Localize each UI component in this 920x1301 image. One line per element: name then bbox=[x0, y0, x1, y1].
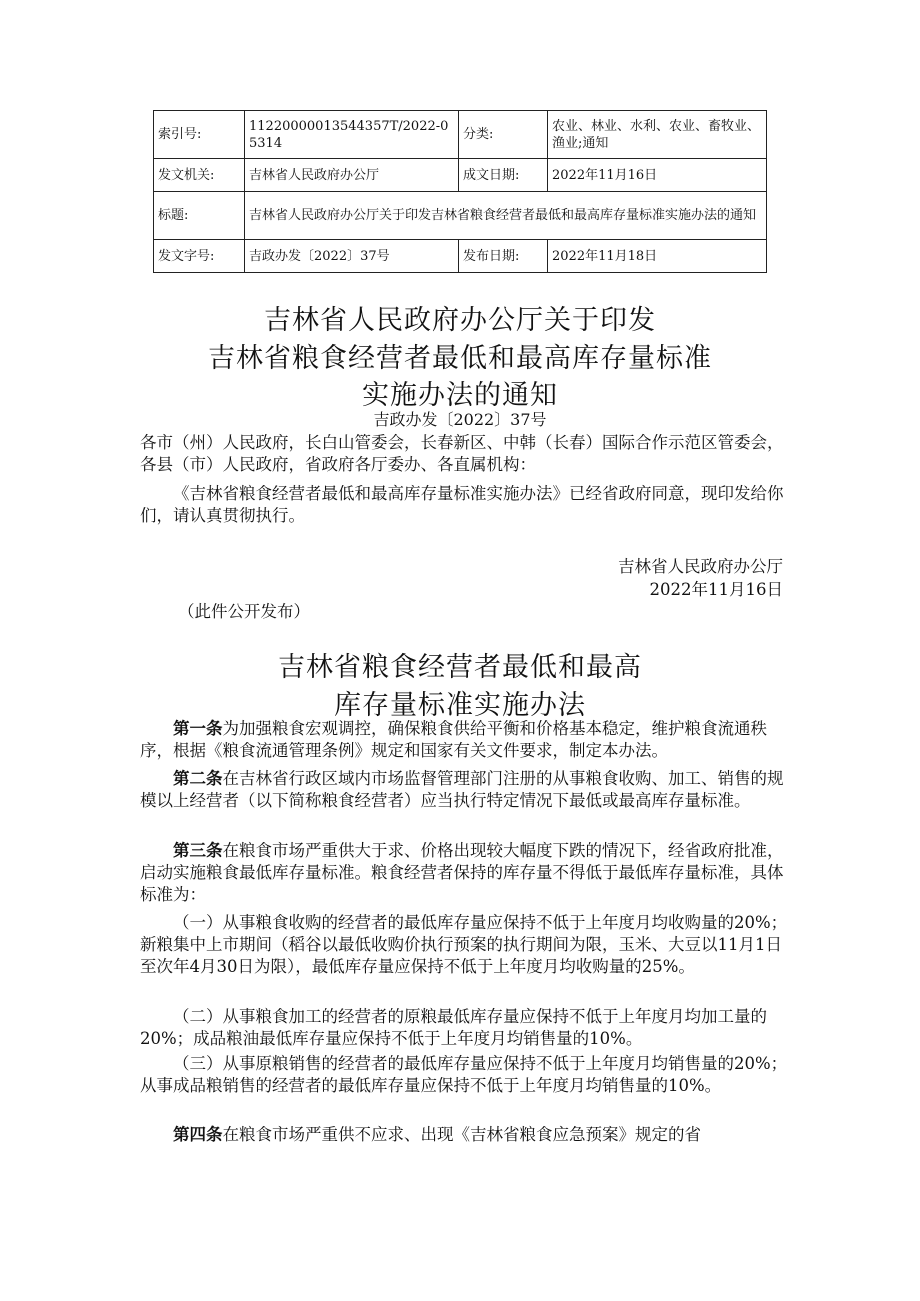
article-3-item-3: （三）从事原粮销售的经营者的最低库存量应保持不低于上年度月均销售量的20%；从事成品粮销售的经营者的最低库存量应保持不低于上年度月均销售量的10%。 bbox=[140, 1054, 788, 1095]
notice-title-line-3: 实施办法的通知 bbox=[362, 380, 558, 411]
publish-date-label: 发布日期: bbox=[459, 240, 548, 273]
article-3-item-1: （一）从事粮食收购的经营者的最低库存量应保持不低于上年度月均收购量的20%；新粮集中上市期间（稻谷以最低收购价执行预案的执行期间为限，玉米、大豆以11月1日至次年4月30日为限），最低库存量应保持不低于上年度月均收购量的25%。 bbox=[140, 913, 788, 976]
index-value: 11220000013544357T/2022-05314 bbox=[245, 111, 459, 159]
signature-org: 吉林省人民政府办公厅 bbox=[618, 557, 783, 576]
issuer-label: 发文机关: bbox=[154, 159, 245, 192]
metadata-table bbox=[153, 110, 767, 273]
docno-label: 发文字号: bbox=[154, 240, 245, 273]
article-4-text: 在粮食市场严重供不应求、出现《吉林省粮食应急预案》规定的省 bbox=[222, 1125, 701, 1144]
article-3-label: 第三条 bbox=[173, 841, 223, 860]
signature-date: 2022年11月16日 bbox=[649, 580, 783, 599]
index-label: 索引号: bbox=[154, 111, 245, 159]
publish-date-value: 2022年11月18日 bbox=[548, 240, 767, 273]
addressees: 各市（州）人民政府，长白山管委会，长春新区、中韩（长春）国际合作示范区管委会，各县（市）人民政府，省政府各厅委办、各直属机构： bbox=[140, 433, 784, 474]
article-2 bbox=[140, 768, 790, 812]
notice-title-line-1: 吉林省人民政府办公厅关于印发 bbox=[264, 305, 656, 336]
measures-title-line-2: 库存量标准实施办法 bbox=[334, 690, 586, 721]
article-4 bbox=[140, 1124, 790, 1146]
article-1 bbox=[140, 718, 790, 762]
public-note: （此件公开发布） bbox=[178, 602, 310, 621]
article-2-label: 第二条 bbox=[173, 769, 223, 788]
category-label: 分类: bbox=[459, 111, 548, 159]
measures-title-line-1: 吉林省粮食经营者最低和最高 bbox=[278, 652, 642, 683]
title-label: 标题: bbox=[154, 192, 245, 240]
article-2-text: 在吉林省行政区域内市场监督管理部门注册的从事粮食收购、加工、销售的规模以上经营者（以下简称粮食经营者）应当执行特定情况下最低或最高库存量标准。 bbox=[140, 769, 784, 810]
article-3-text: 在粮食市场严重供大于求、价格出现较大幅度下跌的情况下，经省政府批准，启动实施粮食最低库存量标准。粮食经营者保持的库存量不得低于最低库存量标准，具体标准为： bbox=[140, 841, 784, 904]
doc-number: 吉政办发〔2022〕37号 bbox=[373, 410, 547, 429]
article-3 bbox=[140, 840, 790, 906]
title-value: 吉林省人民政府办公厅关于印发吉林省粮食经营者最低和最高库存量标准实施办法的通知 bbox=[245, 192, 767, 240]
article-1-text: 为加强粮食宏观调控，确保粮食供给平衡和价格基本稳定，维护粮食流通秩序，根据《粮食流通管理条例》规定和国家有关文件要求，制定本办法。 bbox=[140, 719, 767, 760]
article-4-label: 第四条 bbox=[173, 1125, 223, 1144]
docno-value: 吉政办发〔2022〕37号 bbox=[245, 240, 459, 273]
category-value: 农业、林业、水利、农业、畜牧业、渔业;通知 bbox=[548, 111, 767, 159]
article-3-item-2: （二）从事粮食加工的经营者的原粮最低库存量应保持不低于上年度月均加工量的20%；成品粮油最低库存量应保持不低于上年度月均销售量的10%。 bbox=[140, 1007, 767, 1048]
article-1-label: 第一条 bbox=[173, 719, 223, 738]
issuer-value: 吉林省人民政府办公厅 bbox=[245, 159, 459, 192]
notice-body: 《吉林省粮食经营者最低和最高库存量标准实施办法》已经省政府同意，现印发给你们，请认真贯彻执行。 bbox=[140, 484, 784, 525]
written-date-value: 2022年11月16日 bbox=[548, 159, 767, 192]
notice-title-line-2: 吉林省粮食经营者最低和最高库存量标准 bbox=[208, 343, 712, 374]
written-date-label: 成文日期: bbox=[459, 159, 548, 192]
